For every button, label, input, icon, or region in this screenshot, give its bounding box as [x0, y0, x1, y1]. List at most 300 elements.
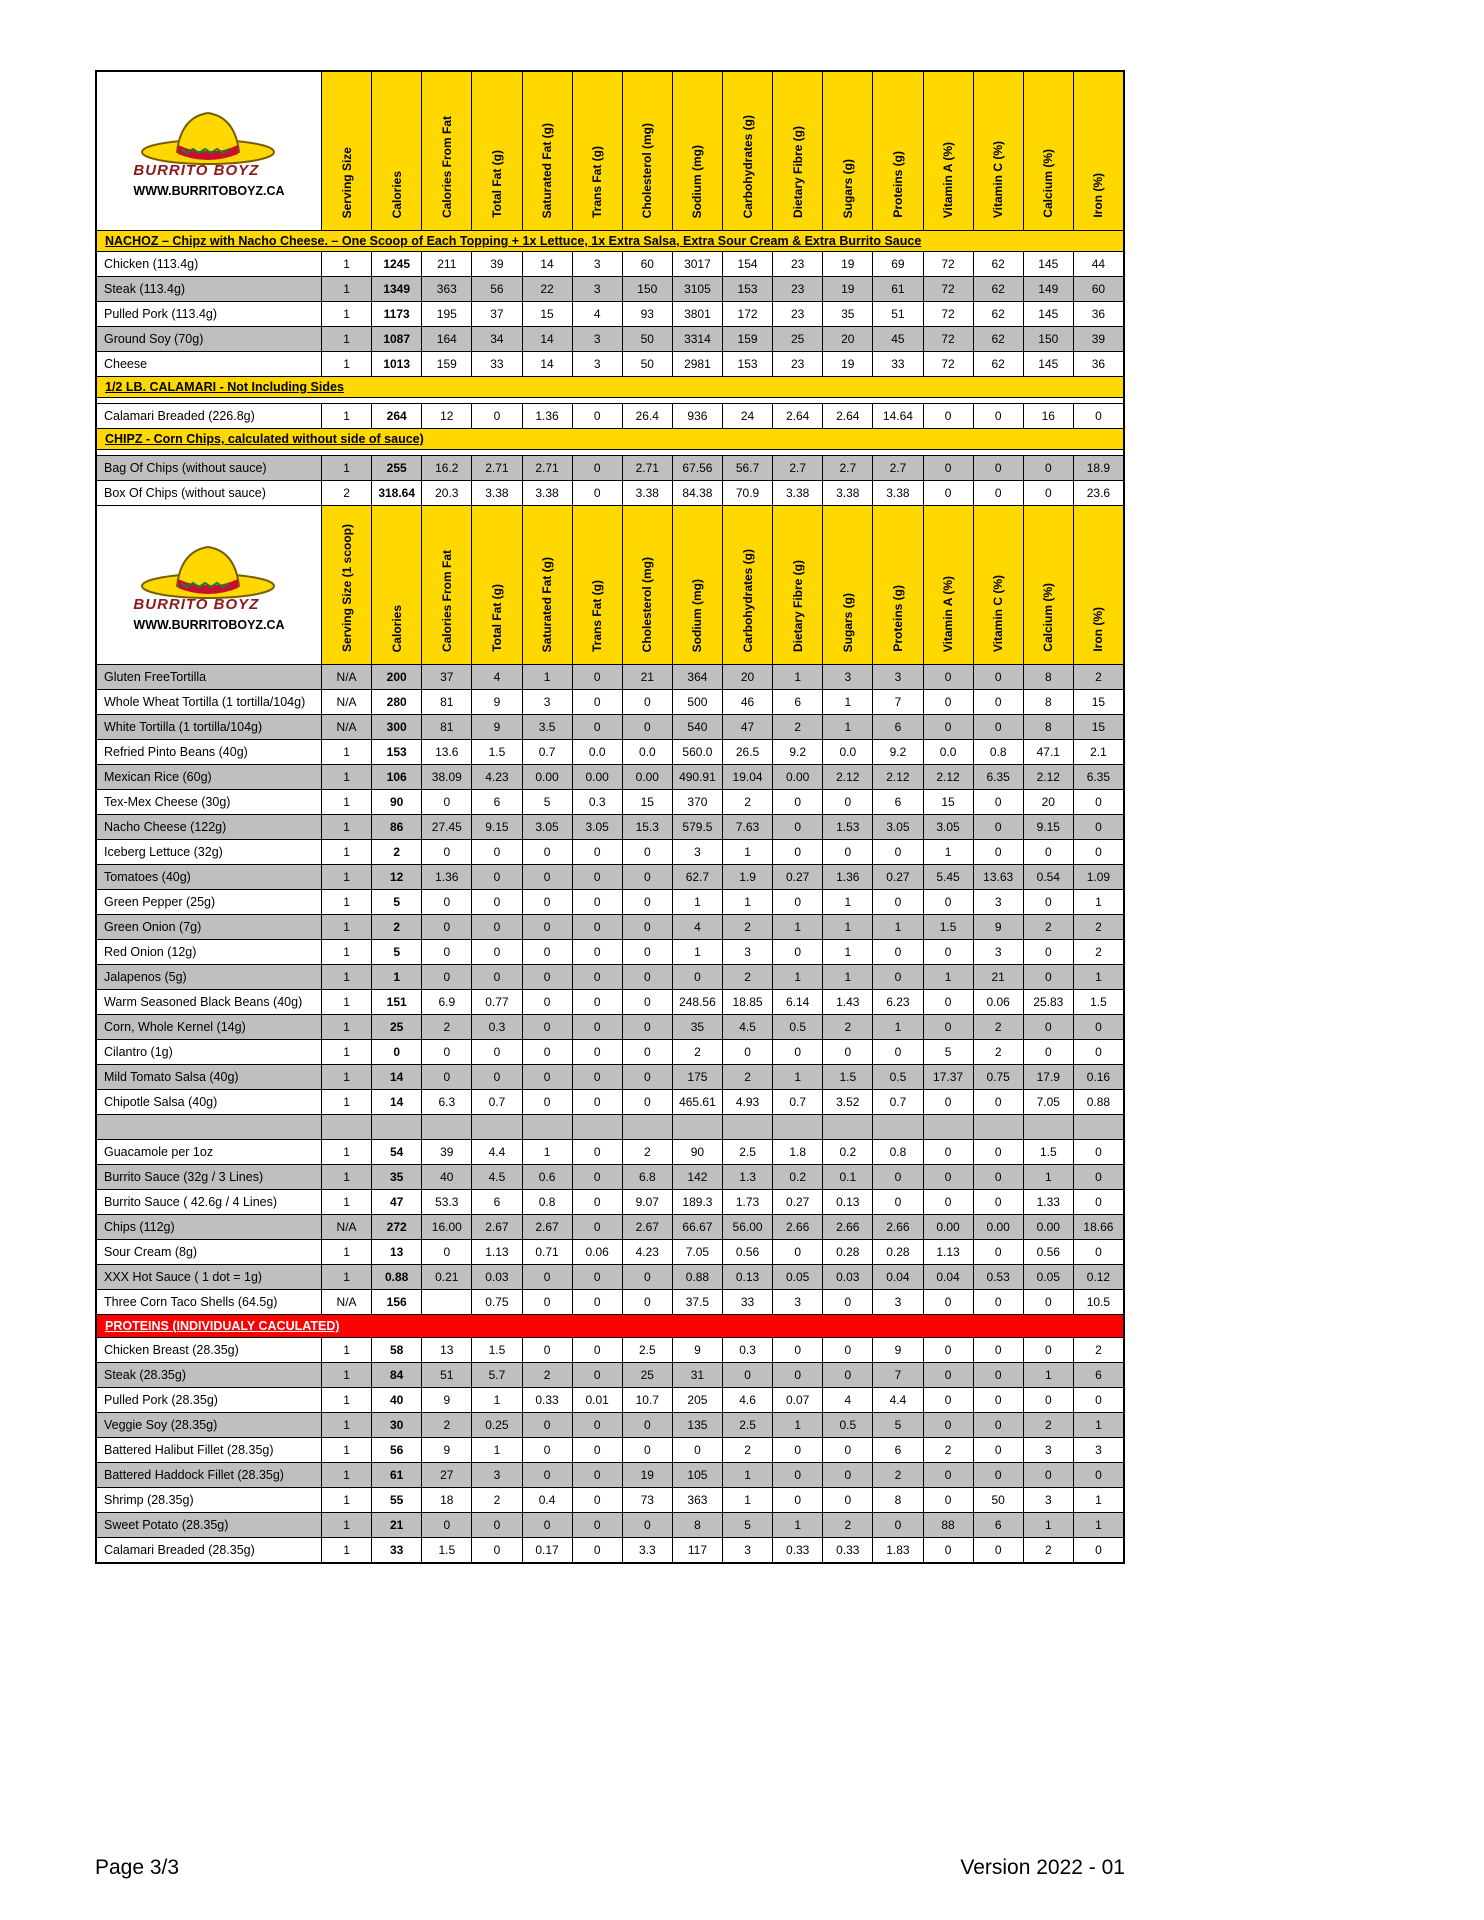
value-cell: 0 — [471, 1513, 521, 1537]
value-cell: 1.5 — [923, 915, 973, 939]
table-row — [97, 251, 1123, 276]
value-cell: 1 — [321, 1513, 371, 1537]
brand-logo — [133, 105, 284, 198]
value-cell: 4.93 — [722, 1090, 772, 1114]
value-cell: 5 — [522, 790, 572, 814]
value-cell: 19 — [822, 352, 872, 376]
value-cell: 1 — [321, 1265, 371, 1289]
value-cell: 5.45 — [923, 865, 973, 889]
value-cell: 3 — [872, 665, 922, 689]
value-cell: 0 — [471, 965, 521, 989]
value-cell: 164 — [421, 327, 471, 351]
value-cell: 172 — [722, 302, 772, 326]
column-header-label: Vitamin C (%) — [991, 574, 1006, 652]
value-cell: 0 — [872, 965, 922, 989]
value-cell: 1 — [321, 352, 371, 376]
value-cell: 7 — [872, 690, 922, 714]
value-cell: 60 — [622, 252, 672, 276]
value-cell: 3.38 — [471, 481, 521, 505]
value-cell: 50 — [622, 352, 672, 376]
column-header-label: Serving Size (1 scoop) — [339, 523, 354, 652]
value-cell: 255 — [371, 456, 421, 480]
value-cell: 0 — [522, 840, 572, 864]
value-cell: 2 — [722, 790, 772, 814]
value-cell: 0 — [522, 1463, 572, 1487]
value-cell: 2 — [672, 1040, 722, 1064]
value-cell: 86 — [371, 815, 421, 839]
value-cell: 4.5 — [722, 1015, 772, 1039]
brand-website: WWW.BURRITOBOYZ.CA — [133, 183, 285, 198]
value-cell: 936 — [672, 404, 722, 428]
value-cell: 0 — [572, 1165, 622, 1189]
value-cell: 2.66 — [772, 1215, 822, 1239]
value-cell: 0.75 — [973, 1065, 1023, 1089]
value-cell: 1 — [321, 1015, 371, 1039]
item-name-cell: Whole Wheat Tortilla (1 tortilla/104g) — [104, 695, 306, 709]
table-row — [97, 739, 1123, 764]
value-cell: 0 — [923, 456, 973, 480]
value-cell: 0 — [572, 915, 622, 939]
value-cell: 0 — [923, 690, 973, 714]
value-cell: 8 — [1023, 715, 1073, 739]
column-header-label: Calories From Fat — [439, 549, 454, 652]
value-cell: 3 — [1023, 1488, 1073, 1512]
value-cell: 0 — [622, 1438, 672, 1462]
value-cell: 1 — [672, 940, 722, 964]
value-cell: 0 — [522, 1065, 572, 1089]
value-cell: 1 — [1073, 1413, 1123, 1437]
value-cell: 0 — [822, 1363, 872, 1387]
table-row — [97, 864, 1123, 889]
table-row — [97, 1362, 1123, 1387]
value-cell: 0 — [1073, 404, 1123, 428]
item-name-cell: Gluten FreeTortilla — [104, 670, 207, 684]
brand-website: WWW.BURRITOBOYZ.CA — [133, 617, 285, 632]
value-cell: 0 — [872, 840, 922, 864]
brand-logo — [133, 539, 284, 632]
value-cell: 1 — [722, 1488, 772, 1512]
value-cell: 0 — [923, 1165, 973, 1189]
value-cell: 0 — [1023, 890, 1073, 914]
value-cell — [672, 1115, 722, 1139]
value-cell: 0.13 — [822, 1190, 872, 1214]
value-cell — [622, 1115, 672, 1139]
table-row — [97, 1039, 1123, 1064]
value-cell: 0 — [572, 1538, 622, 1562]
value-cell: 3 — [572, 352, 622, 376]
value-cell: 0 — [572, 965, 622, 989]
value-cell: 6 — [872, 1438, 922, 1462]
value-cell: 12 — [371, 865, 421, 889]
value-cell: 23 — [772, 277, 822, 301]
value-cell: 9.15 — [1023, 815, 1073, 839]
value-cell: 1.5 — [471, 740, 521, 764]
value-cell: 0 — [622, 915, 672, 939]
value-cell: 23 — [772, 302, 822, 326]
value-cell: 2.71 — [471, 456, 521, 480]
value-cell: 0 — [572, 1040, 622, 1064]
value-cell: 5 — [872, 1413, 922, 1437]
value-cell: 6.8 — [622, 1165, 672, 1189]
column-header — [421, 506, 471, 664]
item-name-cell: Red Onion (12g) — [104, 945, 197, 959]
value-cell: 0.05 — [1023, 1265, 1073, 1289]
value-cell: 3 — [572, 252, 622, 276]
value-cell: 0 — [923, 1388, 973, 1412]
value-cell: 0 — [1023, 840, 1073, 864]
value-cell: 1 — [321, 915, 371, 939]
value-cell: 0.01 — [572, 1388, 622, 1412]
value-cell: 1.53 — [822, 815, 872, 839]
value-cell: 1 — [321, 327, 371, 351]
value-cell: 2 — [722, 965, 772, 989]
value-cell: 1 — [321, 1240, 371, 1264]
value-cell: 9 — [872, 1338, 922, 1362]
value-cell: 0 — [572, 1363, 622, 1387]
column-header-label: Trans Fat (g) — [590, 579, 605, 652]
item-name-cell: XXX Hot Sauce ( 1 dot = 1g) — [104, 1270, 263, 1284]
value-cell: 0.88 — [672, 1265, 722, 1289]
value-cell: 61 — [371, 1463, 421, 1487]
value-cell: 4.23 — [622, 1240, 672, 1264]
value-cell: 1 — [321, 990, 371, 1014]
value-cell: 6 — [471, 1190, 521, 1214]
value-cell: 19.04 — [722, 765, 772, 789]
value-cell: 579.5 — [672, 815, 722, 839]
item-name-cell: Pulled Pork (113.4g) — [104, 307, 218, 321]
value-cell: 1.13 — [471, 1240, 521, 1264]
value-cell: 0 — [923, 1363, 973, 1387]
column-header — [822, 72, 872, 230]
value-cell: 36 — [1073, 302, 1123, 326]
value-cell: 106 — [371, 765, 421, 789]
value-cell: 0 — [1023, 1290, 1073, 1314]
sombrero-icon — [133, 105, 283, 167]
value-cell: 1 — [822, 690, 872, 714]
value-cell: 1 — [722, 1463, 772, 1487]
value-cell: 0 — [522, 1290, 572, 1314]
value-cell: 13.63 — [973, 865, 1023, 889]
value-cell: 0.0 — [572, 740, 622, 764]
value-cell: 0 — [421, 840, 471, 864]
table-header-row — [97, 505, 1123, 664]
value-cell: 2 — [371, 840, 421, 864]
value-cell: 2.1 — [1073, 740, 1123, 764]
sombrero-icon — [133, 539, 283, 601]
value-cell: 1 — [321, 890, 371, 914]
value-cell: 0.33 — [772, 1538, 822, 1562]
value-cell: 14 — [522, 327, 572, 351]
value-cell: 153 — [722, 352, 772, 376]
brand-name: BURRITO BOYZ — [133, 595, 260, 613]
value-cell: 0 — [622, 1513, 672, 1537]
value-cell: 0 — [522, 865, 572, 889]
column-header — [923, 72, 973, 230]
value-cell: 211 — [421, 252, 471, 276]
value-cell: 189.3 — [672, 1190, 722, 1214]
value-cell: 0 — [772, 1363, 822, 1387]
value-cell: 60 — [1073, 277, 1123, 301]
value-cell: 0 — [572, 1190, 622, 1214]
column-header — [321, 72, 371, 230]
value-cell: 0 — [471, 1040, 521, 1064]
value-cell: 88 — [923, 1513, 973, 1537]
value-cell — [1023, 1115, 1073, 1139]
value-cell: 156 — [371, 1290, 421, 1314]
value-cell: 0 — [421, 940, 471, 964]
value-cell: 0 — [1073, 790, 1123, 814]
item-name-cell: Burrito Sauce (32g / 3 Lines) — [104, 1170, 264, 1184]
value-cell: 1.9 — [722, 865, 772, 889]
value-cell: 53.3 — [421, 1190, 471, 1214]
value-cell: 0 — [471, 915, 521, 939]
value-cell: 150 — [622, 277, 672, 301]
value-cell: 0 — [572, 1290, 622, 1314]
value-cell: 0 — [923, 1140, 973, 1164]
value-cell: 26.5 — [722, 740, 772, 764]
value-cell: 150 — [1023, 327, 1073, 351]
value-cell: 1 — [772, 915, 822, 939]
value-cell: 0 — [672, 1438, 722, 1462]
value-cell: 5 — [923, 1040, 973, 1064]
value-cell: 0.6 — [522, 1165, 572, 1189]
value-cell: 0.7 — [522, 740, 572, 764]
value-cell: 20 — [722, 665, 772, 689]
value-cell: 6.35 — [973, 765, 1023, 789]
value-cell: 0 — [923, 404, 973, 428]
value-cell: 318.64 — [371, 481, 421, 505]
value-cell: 0.71 — [522, 1240, 572, 1264]
value-cell: 1 — [321, 790, 371, 814]
value-cell: 0 — [973, 456, 1023, 480]
value-cell — [522, 1115, 572, 1139]
value-cell: 0 — [1073, 1165, 1123, 1189]
value-cell — [421, 1290, 471, 1314]
value-cell: 154 — [722, 252, 772, 276]
table-row — [97, 964, 1123, 989]
value-cell: 2.12 — [822, 765, 872, 789]
value-cell: 1 — [872, 915, 922, 939]
value-cell: 2 — [1073, 1338, 1123, 1362]
value-cell: 3.52 — [822, 1090, 872, 1114]
value-cell: 105 — [672, 1463, 722, 1487]
value-cell: 20.3 — [421, 481, 471, 505]
value-cell: 47 — [371, 1190, 421, 1214]
column-header-label: Calories From Fat — [439, 115, 454, 218]
value-cell: 1.33 — [1023, 1190, 1073, 1214]
value-cell: 15 — [1073, 715, 1123, 739]
value-cell: 3.5 — [522, 715, 572, 739]
value-cell: 1.36 — [522, 404, 572, 428]
value-cell: 0 — [622, 690, 672, 714]
section-header — [97, 1314, 1123, 1337]
value-cell: 72 — [923, 327, 973, 351]
value-cell: 1087 — [371, 327, 421, 351]
value-cell: 2 — [822, 1513, 872, 1537]
value-cell: 93 — [622, 302, 672, 326]
column-header — [371, 72, 421, 230]
value-cell: 33 — [371, 1538, 421, 1562]
column-header — [822, 506, 872, 664]
value-cell: 0 — [973, 690, 1023, 714]
value-cell: 1.83 — [872, 1538, 922, 1562]
value-cell: 0 — [572, 1065, 622, 1089]
value-cell: 4.6 — [722, 1388, 772, 1412]
item-name-cell: Burrito Sauce ( 42.6g / 4 Lines) — [104, 1195, 278, 1209]
value-cell: 3.38 — [822, 481, 872, 505]
value-cell: 16 — [1023, 404, 1073, 428]
item-name-cell: Chips (112g) — [104, 1220, 175, 1234]
value-cell: 1 — [321, 1338, 371, 1362]
value-cell: 0 — [1073, 1040, 1123, 1064]
item-name-cell: Pulled Pork (28.35g) — [104, 1393, 218, 1407]
value-cell: 0 — [1023, 1388, 1073, 1412]
value-cell: 0.7 — [772, 1090, 822, 1114]
value-cell: 0.56 — [1023, 1240, 1073, 1264]
value-cell: 2 — [772, 715, 822, 739]
value-cell: 62 — [973, 352, 1023, 376]
value-cell: 72 — [923, 302, 973, 326]
value-cell: 1 — [923, 965, 973, 989]
item-name-cell: Refried Pinto Beans (40g) — [104, 745, 248, 759]
value-cell: 24 — [722, 404, 772, 428]
value-cell: 2.12 — [872, 765, 922, 789]
value-cell: 1.43 — [822, 990, 872, 1014]
value-cell: 1 — [321, 940, 371, 964]
value-cell: 0 — [822, 1463, 872, 1487]
value-cell: 0.27 — [772, 1190, 822, 1214]
value-cell: 135 — [672, 1413, 722, 1437]
value-cell: 1 — [321, 302, 371, 326]
value-cell: 8 — [1023, 665, 1073, 689]
column-header — [672, 72, 722, 230]
table-row — [97, 1014, 1123, 1039]
value-cell: 560.0 — [672, 740, 722, 764]
value-cell: 0 — [1073, 1240, 1123, 1264]
value-cell: 1 — [321, 1388, 371, 1412]
value-cell: 0 — [1073, 1538, 1123, 1562]
value-cell: 8 — [672, 1513, 722, 1537]
value-cell: 0 — [371, 1040, 421, 1064]
value-cell: 0 — [421, 965, 471, 989]
value-cell: 39 — [1073, 327, 1123, 351]
value-cell: 0 — [622, 1413, 672, 1437]
value-cell: 1.36 — [822, 865, 872, 889]
item-name-cell: Green Onion (7g) — [104, 920, 202, 934]
value-cell: 0.04 — [872, 1265, 922, 1289]
value-cell: 0.3 — [722, 1338, 772, 1362]
value-cell: 0 — [923, 940, 973, 964]
table-row — [97, 889, 1123, 914]
value-cell: 6.9 — [421, 990, 471, 1014]
value-cell: 0 — [973, 1413, 1023, 1437]
value-cell: 18.66 — [1073, 1215, 1123, 1239]
value-cell: 1.8 — [772, 1140, 822, 1164]
value-cell: 62 — [973, 252, 1023, 276]
table-row — [97, 1337, 1123, 1362]
value-cell: 5 — [371, 890, 421, 914]
value-cell: 1 — [371, 965, 421, 989]
value-cell: 0 — [772, 815, 822, 839]
value-cell: 0 — [872, 940, 922, 964]
value-cell: 1 — [321, 1165, 371, 1189]
value-cell: 6.23 — [872, 990, 922, 1014]
value-cell: 0 — [622, 940, 672, 964]
item-name-cell: Chipotle Salsa (40g) — [104, 1095, 218, 1109]
value-cell: 145 — [1023, 302, 1073, 326]
value-cell: 55 — [371, 1488, 421, 1512]
value-cell: 20 — [1023, 790, 1073, 814]
value-cell: 1 — [321, 1538, 371, 1562]
table-row — [97, 301, 1123, 326]
value-cell: 0 — [772, 1338, 822, 1362]
value-cell: 45 — [872, 327, 922, 351]
value-cell: 0 — [522, 890, 572, 914]
value-cell: 195 — [421, 302, 471, 326]
value-cell: 1 — [522, 665, 572, 689]
value-cell: 1 — [822, 965, 872, 989]
value-cell: 0.3 — [471, 1015, 521, 1039]
value-cell: 13.6 — [421, 740, 471, 764]
value-cell: 0.5 — [822, 1413, 872, 1437]
value-cell: 6 — [872, 790, 922, 814]
value-cell: 0 — [622, 990, 672, 1014]
section-header-label: NACHOZ – Chipz with Nacho Cheese. – One Scoop of Each Topping + 1x Lettuce, 1x Extra Salsa, Extra Sour Cream & Extra Burrito Sauce — [105, 234, 922, 248]
value-cell: 8 — [872, 1488, 922, 1512]
value-cell: 0.07 — [772, 1388, 822, 1412]
value-cell: 62 — [973, 302, 1023, 326]
value-cell: 13 — [371, 1240, 421, 1264]
value-cell: 0.8 — [522, 1190, 572, 1214]
value-cell: N/A — [321, 665, 371, 689]
value-cell: 3017 — [672, 252, 722, 276]
value-cell: 1 — [1023, 1363, 1073, 1387]
value-cell: 0 — [822, 1290, 872, 1314]
value-cell: 9 — [672, 1338, 722, 1362]
value-cell: 2.12 — [1023, 765, 1073, 789]
value-cell: 66.67 — [672, 1215, 722, 1239]
value-cell: 4.5 — [471, 1165, 521, 1189]
value-cell: 0.13 — [722, 1265, 772, 1289]
value-cell: 0 — [973, 1240, 1023, 1264]
value-cell: 2.67 — [622, 1215, 672, 1239]
value-cell: 19 — [822, 277, 872, 301]
value-cell: 5 — [371, 940, 421, 964]
value-cell: 0 — [973, 1140, 1023, 1164]
value-cell: 0 — [772, 790, 822, 814]
value-cell: 2 — [872, 1463, 922, 1487]
value-cell: 1.5 — [471, 1338, 521, 1362]
value-cell: 1 — [321, 1463, 371, 1487]
table-row — [97, 764, 1123, 789]
column-header-label: Calories — [389, 604, 404, 652]
value-cell: 0 — [1023, 1040, 1073, 1064]
column-header — [772, 72, 822, 230]
item-name-cell: Cilantro (1g) — [104, 1045, 173, 1059]
value-cell: 0 — [522, 990, 572, 1014]
value-cell: 33 — [872, 352, 922, 376]
value-cell: 0.5 — [872, 1065, 922, 1089]
table-row — [97, 480, 1123, 505]
value-cell: 3.05 — [572, 815, 622, 839]
column-header — [371, 506, 421, 664]
item-name-cell: Battered Haddock Fillet (28.35g) — [104, 1468, 284, 1482]
value-cell: 15 — [1073, 690, 1123, 714]
value-cell: 0 — [572, 404, 622, 428]
value-cell: 6 — [772, 690, 822, 714]
value-cell: 0 — [421, 1065, 471, 1089]
value-cell: 0 — [973, 815, 1023, 839]
